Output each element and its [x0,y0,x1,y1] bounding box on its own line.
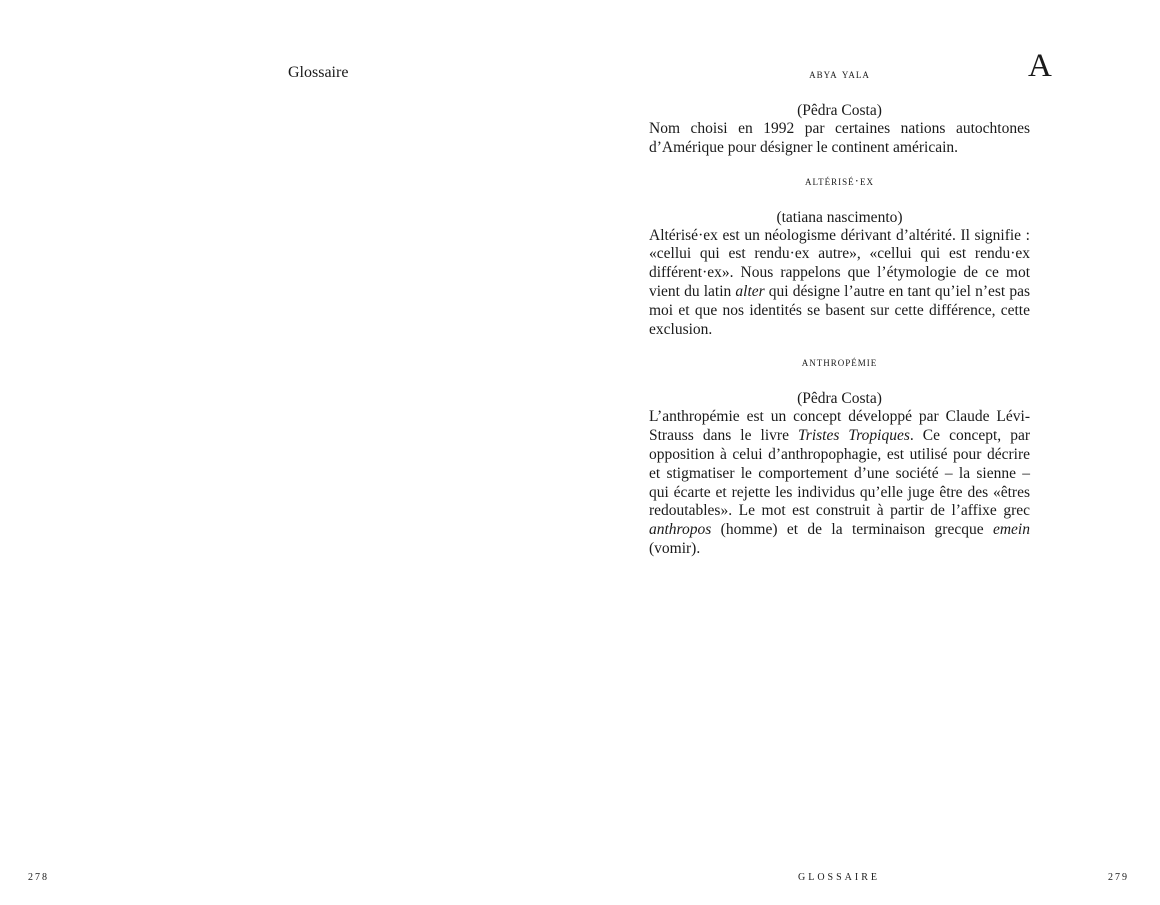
entry-term: anthropémie [801,354,878,370]
definition-segment: . Ce concept, par opposition à celui d’anthropophagie, est utilisé pour décrire et stigmatiser le comportement d’une société – la sienne – qui écarte et rejette les individus qu’elle juge être des «êtres redoutables». Le mot est construit à partir de l’affixe grec [649,427,1030,520]
footer-title: GLOSSAIRE [798,872,881,883]
definition-segment: Altérisé·ex est un néologisme dérivant d’altérité. Il signifie : «cellui qui est rendu·ex autre», «cellui qui est rendu·ex différent·ex». Nous rappelons que l’étymologie de ce mot vient du latin [649,226,1030,300]
definition-segment: qui désigne l’autre en tant qu’iel n’est pas moi et que nos identités se basent sur cette différence, cette exclusion. [649,282,1030,338]
entry-author: (Pêdra Costa) [797,390,882,408]
definition-segment: (vomir). [649,539,701,557]
entry-definition [649,227,1030,340]
definition-segment: L’anthropémie est un concept développé par Claude Lévi-Strauss dans le livre [649,408,1030,445]
definition-italic: emein [992,521,1030,539]
definition-text [649,408,1030,558]
definition-text [649,227,1030,340]
glossary-entry [649,352,1030,558]
definition-text [649,120,1030,158]
page-number-right: 279 [1108,872,1129,883]
entry-author: (tatiana nascimento) [776,208,903,226]
definition-segment: (homme) et de la terminaison grecque [711,521,993,539]
definition-segment: Nom choisi en 1992 par certaines nations autochtones d’Amérique pour désigner le continent américain. [649,120,1030,156]
entry-term: abya yala [809,66,870,81]
glossary-entry [649,171,1030,340]
glossary-entry [649,64,1030,158]
entry-term: altérisé·ex [805,172,874,188]
entry-definition [649,120,1030,158]
page-number-left: 278 [28,872,49,883]
section-letter: A [1028,48,1052,84]
glossary-column [649,64,1030,572]
definition-italic: anthropos [649,521,712,539]
entry-definition [649,408,1030,558]
running-title: Glossaire [288,64,349,81]
definition-italic: Tristes Tropiques [798,427,910,445]
definition-italic: alter [735,282,765,300]
entry-author: (Pêdra Costa) [797,102,882,119]
